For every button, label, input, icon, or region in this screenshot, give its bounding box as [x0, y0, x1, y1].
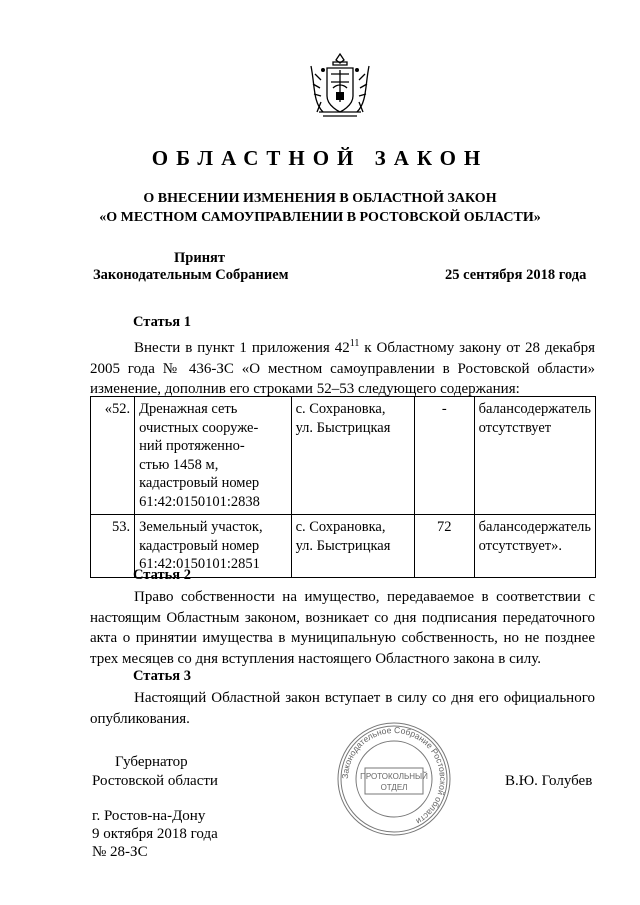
document-subtitle	[0, 189, 640, 227]
subtitle-line: «О МЕСТНОМ САМОУПРАВЛЕНИИ В РОСТОВСКОЙ ОБЛАСТИ»	[99, 210, 541, 225]
article-2-line: трех месяцев со дня вступления настоящего Областного закона в силу.	[90, 650, 541, 667]
cell-line: Дренажная сеть	[139, 401, 238, 417]
cell-line: ул. Быстрицкая	[295, 419, 391, 436]
article-1-line: 2005 года № 436-ЗС «О местном самоуправлении в Ростовской области»	[90, 360, 595, 377]
article-1-line: изменение, дополнив его строками 52–53 следующего содержания:	[90, 381, 520, 397]
cell-line: 61:42:0150101:2851	[139, 556, 260, 572]
object-quantity: -	[414, 397, 474, 515]
official-stamp	[335, 720, 453, 838]
cell-line: с. Сохрановка,	[295, 519, 386, 535]
article-3-line: Настоящий Областной закон вступает в силу со дня его официального	[134, 690, 595, 706]
cell-line: балансодержатель	[478, 519, 591, 535]
document-title: ОБЛАСТНОЙ ЗАКОН	[151, 146, 489, 170]
cell-line: кадастровый номер	[139, 537, 260, 554]
stamp-inner-line: ПРОТОКОЛЬНЫЙ	[360, 772, 428, 781]
object-holder	[474, 515, 595, 578]
cell-line: очистных сооруже-	[139, 419, 259, 436]
article-1-text-part: Внести в пункт 1 приложения 42	[134, 340, 350, 356]
governor-title: Губернатор	[115, 754, 188, 770]
table-row	[91, 397, 596, 515]
signing-place: г. Ростов-на-Дону	[92, 808, 206, 824]
cell-line: кадастровый номер	[139, 475, 260, 491]
cell-line: стью 1458 м,	[139, 456, 219, 473]
governor-region: Ростовской области	[92, 773, 218, 789]
governor-name: В.Ю. Голубев	[505, 773, 593, 789]
article-1-text-part: к Областному закону от 28 декабря	[359, 340, 595, 356]
cell-line: с. Сохрановка,	[295, 401, 386, 417]
stamp-outer-text: Законодательное Собрание Ростовской области	[339, 724, 449, 827]
coat-of-arms-icon	[303, 52, 377, 122]
cell-line: 61:42:0150101:2838	[139, 493, 260, 510]
article-1-superscript: 11	[349, 338, 360, 349]
cell-line: отсутствует».	[478, 537, 563, 554]
law-number: № 28-ЗС	[92, 844, 148, 860]
article-1-heading: Статья 1	[133, 314, 191, 330]
article-2-line: акта о принятии имущества в муниципальную собственность, но не позднее	[90, 630, 595, 646]
cell-line: ул. Быстрицкая	[295, 537, 391, 554]
cell-line: балансодержатель	[478, 401, 591, 417]
article-2-line: Право собственности на имущество, передаваемое в соответствии с	[134, 589, 595, 605]
object-address	[291, 397, 414, 515]
row-number: «52.	[91, 397, 135, 515]
article-1-text	[90, 334, 595, 400]
cell-line: отсутствует	[478, 419, 552, 436]
article-2-text	[90, 587, 595, 669]
object-address	[291, 515, 414, 578]
stamp-inner-line: ОТДЕЛ	[380, 783, 408, 792]
object-quantity: 72	[414, 515, 474, 578]
article-3-heading: Статья 3	[133, 668, 191, 684]
article-3-line: опубликования.	[90, 710, 190, 727]
object-holder	[474, 397, 595, 515]
adopted-date: 25 сентября 2018 года	[445, 267, 587, 283]
object-name	[135, 397, 291, 515]
row-number: 53.	[91, 515, 135, 578]
adopted-label: Принят	[174, 250, 226, 266]
signing-date: 9 октября 2018 года	[92, 826, 218, 842]
amendment-table	[90, 396, 596, 578]
article-2-heading: Статья 2	[133, 567, 191, 583]
cell-line: ний протяженно-	[139, 438, 245, 454]
subtitle-line: О ВНЕСЕНИИ ИЗМЕНЕНИЯ В ОБЛАСТНОЙ ЗАКОН	[143, 191, 497, 206]
article-2-line: настоящим Областным законом, возникает со дня подписания передаточного	[90, 609, 595, 626]
adopted-by: Законодательным Собранием	[93, 267, 289, 283]
cell-line: Земельный участок,	[139, 519, 263, 535]
